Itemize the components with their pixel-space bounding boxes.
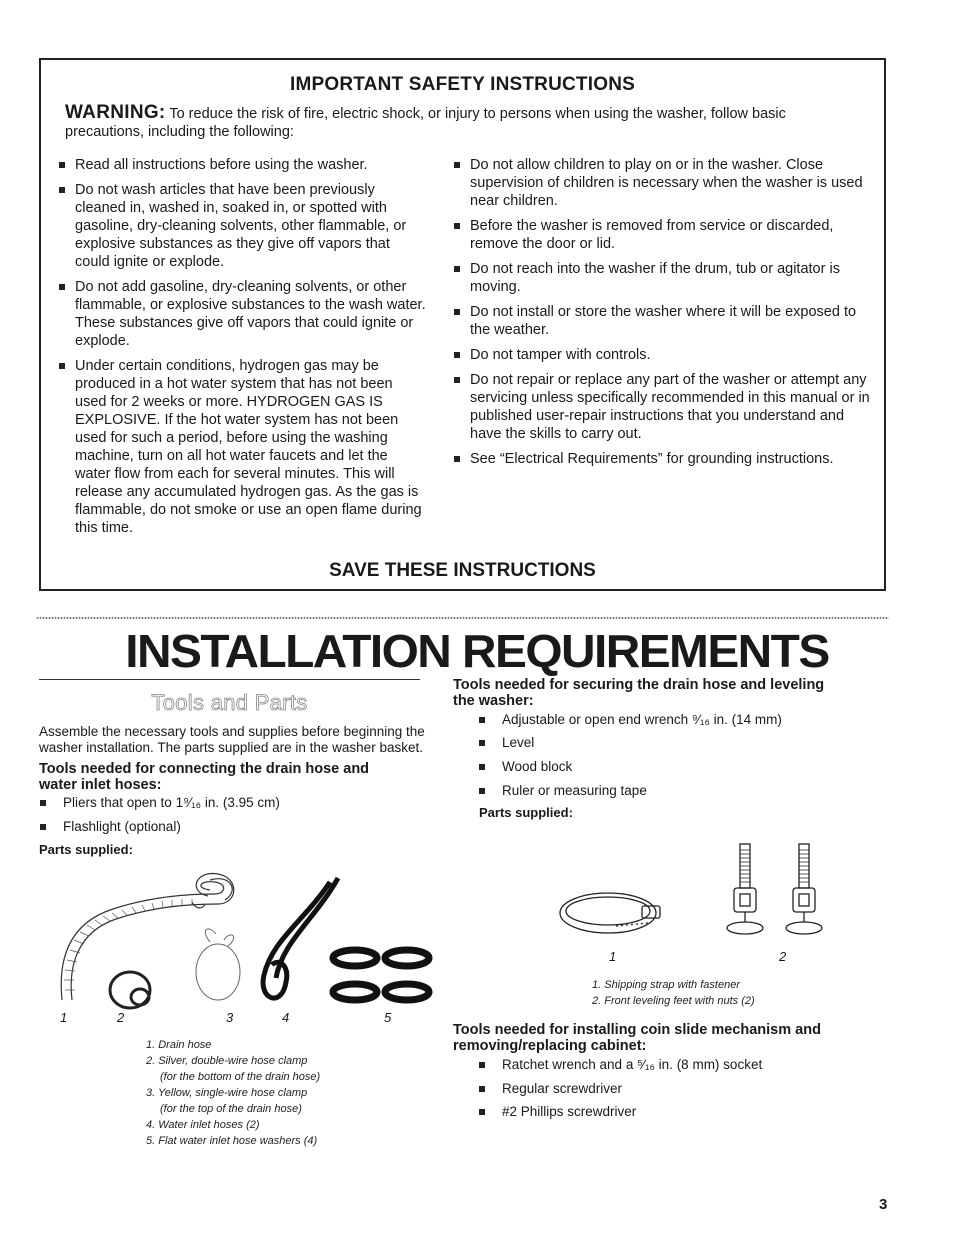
water-inlet-hoses-icon — [263, 878, 338, 998]
safety-title: IMPORTANT SAFETY INSTRUCTIONS — [290, 74, 635, 95]
tool-item: Regular screwdriver — [478, 1081, 882, 1097]
figure-number: 2 — [117, 1010, 125, 1025]
tool-item: Level — [478, 735, 882, 751]
right-parts-label: Parts supplied: — [479, 805, 573, 820]
figure-caption: 1. Shipping strap with fastener — [592, 979, 740, 991]
hose-washers-icon — [333, 950, 429, 1000]
leveling-foot-icon — [727, 844, 763, 934]
leveling-foot-icon — [786, 844, 822, 934]
figure-number: 1 — [60, 1010, 68, 1025]
figure-number: 3 — [226, 1010, 234, 1025]
right-tools-heading: Tools needed for securing the drain hose and leveling the washer: — [453, 677, 825, 709]
figure-caption: 4. Water inlet hoses (2) — [146, 1119, 260, 1131]
figure-caption: 2. Front leveling feet with nuts (2) — [592, 995, 755, 1007]
figure-caption: 5. Flat water inlet hose washers (4) — [146, 1135, 318, 1147]
tool-item: Ruler or measuring tape — [478, 783, 882, 799]
warning-text: To reduce the risk of fire, electric shock, or injury to persons when using the washer, follow basic precautions, including the following: — [65, 106, 786, 140]
safety-item: Do not tamper with controls. — [452, 346, 872, 364]
figure-caption: (for the top of the drain hose) — [160, 1103, 302, 1115]
figure-caption: 3. Yellow, single-wire hose clamp — [146, 1087, 308, 1099]
figure-number: 5 — [384, 1010, 392, 1025]
left-tools-heading: Tools needed for connecting the drain hose and water inlet hoses: — [39, 761, 370, 793]
safety-item: Under certain conditions, hydrogen gas may be produced in a hot water system that has not been used for 2 weeks or more. HYDROGEN GAS IS EXPLOSIVE. If the hot water system has not been used for such a period, before using the washing machine, turn on all hot water faucets and let the water flow from each for several minutes. This will release any accumulated hydrogen gas. As the gas is flammable, do not smoke or use an open flame during this time. — [57, 357, 427, 537]
safety-item: Do not reach into the washer if the drum, tub or agitator is moving. — [452, 260, 872, 296]
safety-list-left — [57, 156, 427, 544]
yellow-hose-clamp-icon — [196, 929, 240, 1000]
save-instructions-title: SAVE THESE INSTRUCTIONS — [329, 560, 596, 581]
leveling-parts-illustration — [556, 840, 836, 945]
tool-item: #2 Phillips screwdriver — [478, 1104, 882, 1120]
figure-number: 4 — [282, 1010, 290, 1025]
shipping-strap-icon — [560, 893, 660, 933]
silver-hose-clamp-icon — [110, 972, 150, 1008]
figure-number: 2 — [779, 949, 787, 964]
warning-label: WARNING: — [65, 102, 166, 123]
safety-item: Read all instructions before using the washer. — [57, 156, 427, 174]
warning-paragraph — [65, 104, 865, 141]
safety-item: Before the washer is removed from service or discarded, remove the door or lid. — [452, 217, 872, 253]
page-number: 3 — [879, 1196, 888, 1213]
tool-item: Wood block — [478, 759, 882, 775]
dotted-divider — [36, 616, 889, 620]
intro-text: Assemble the necessary tools and supplies before beginning the washer installation. The parts supplied are in the washer basket. — [39, 724, 425, 755]
safety-item: Do not repair or replace any part of the washer or attempt any servicing unless specifically recommended in this manual or in published user-repair instructions that you understand and have the skills to carry out. — [452, 371, 872, 443]
left-parts-label: Parts supplied: — [39, 842, 133, 857]
safety-item: Do not install or store the washer where it will be exposed to the weather. — [452, 303, 872, 339]
section-rule — [39, 679, 420, 680]
figure-caption: 1. Drain hose — [146, 1039, 212, 1051]
safety-list-right — [452, 156, 872, 475]
tool-item: Ratchet wrench and a ⁵⁄₁₆ in. (8 mm) socket — [478, 1057, 882, 1073]
drain-hose-parts-illustration — [50, 870, 450, 1020]
figure-caption: (for the bottom of the drain hose) — [160, 1071, 321, 1083]
tool-item: Flashlight (optional) — [39, 819, 443, 835]
tool-item: Pliers that open to 1⁹⁄₁₆ in. (3.95 cm) — [39, 795, 443, 811]
page-title: INSTALLATION REQUIREMENTS — [125, 625, 829, 677]
safety-item: Do not add gasoline, dry-cleaning solvents, or other flammable, or explosive substances to the wash water. These substances give off vapors that could ignite or explode. — [57, 278, 427, 350]
safety-item: Do not wash articles that have been previously cleaned in, washed in, soaked in, or spotted with gasoline, dry-cleaning solvents, other flammable, or explosive substances as they give off vapors that could ignite or explode. — [57, 181, 427, 271]
figure-caption: 2. Silver, double-wire hose clamp — [146, 1055, 308, 1067]
section-title: Tools and Parts — [151, 690, 308, 715]
tool-item: Adjustable or open end wrench ⁹⁄₁₆ in. (14 mm) — [478, 712, 882, 728]
safety-instructions-box — [39, 58, 886, 591]
safety-item: See “Electrical Requirements” for grounding instructions. — [452, 450, 872, 468]
drain-hose-icon — [61, 882, 223, 1000]
figure-number: 1 — [609, 949, 617, 964]
coin-tools-heading: Tools needed for installing coin slide mechanism and removing/replacing cabinet: — [453, 1022, 821, 1054]
safety-item: Do not allow children to play on or in the washer. Close supervision of children is necessary when the washer is used near children. — [452, 156, 872, 210]
